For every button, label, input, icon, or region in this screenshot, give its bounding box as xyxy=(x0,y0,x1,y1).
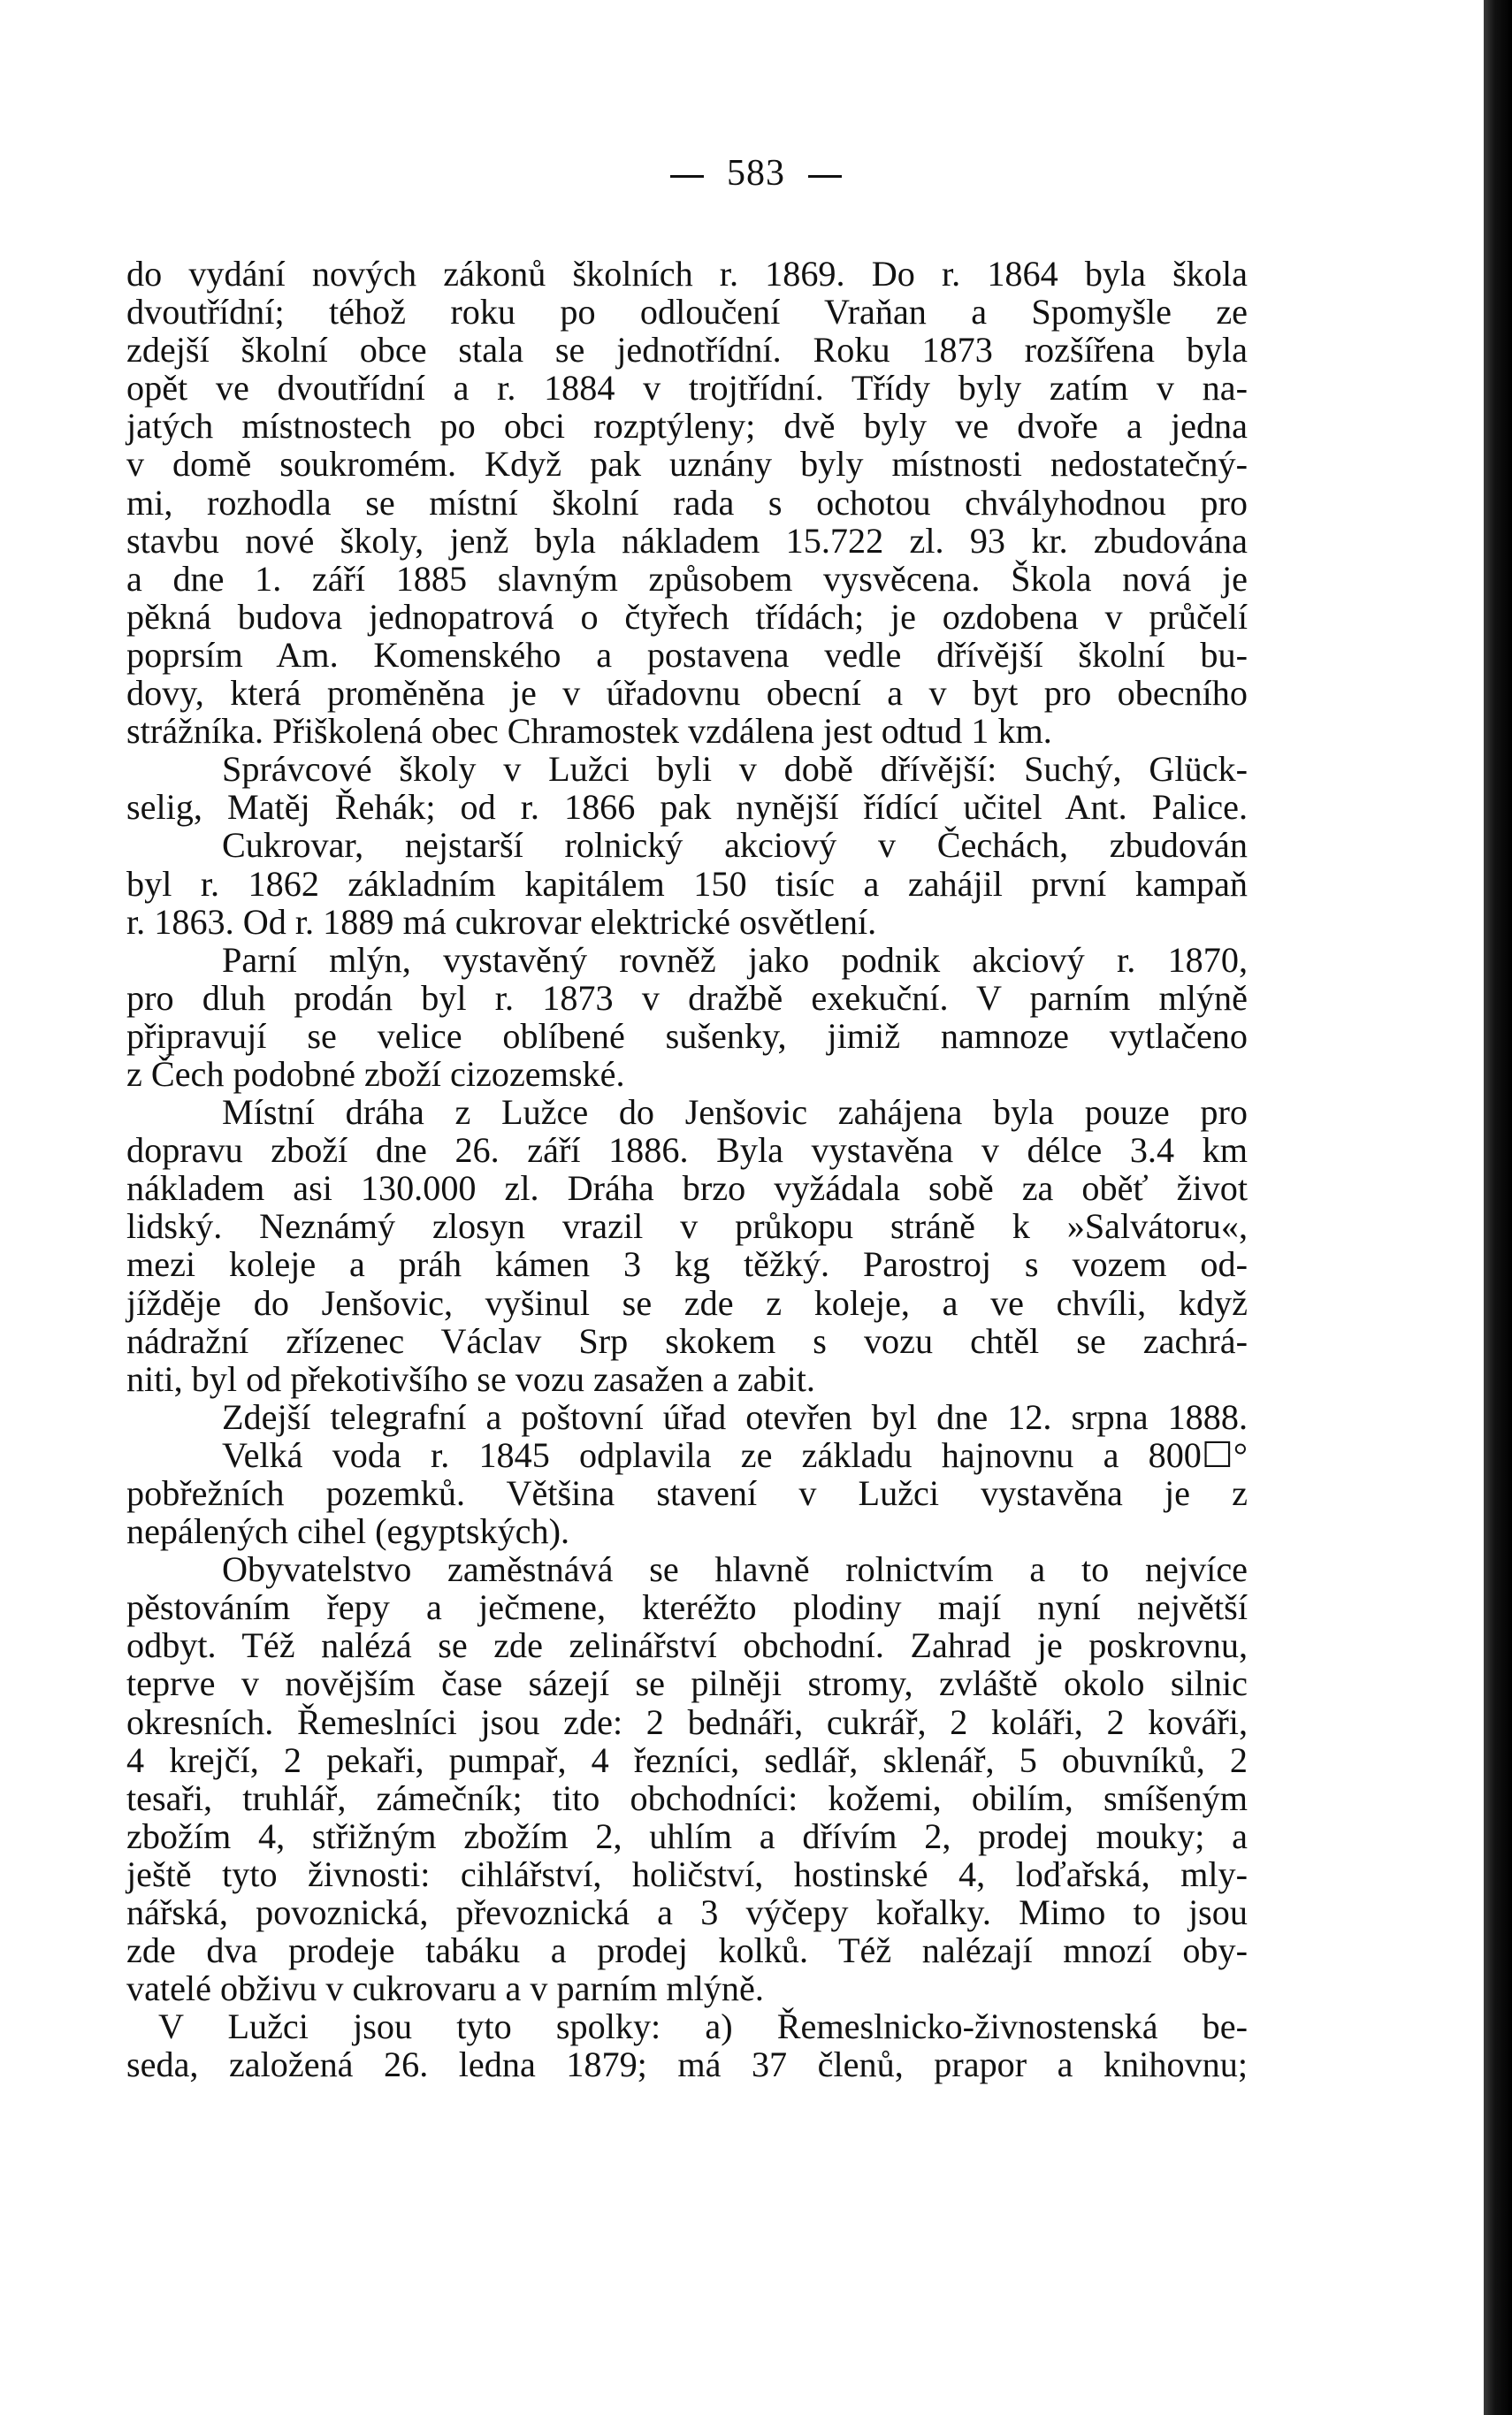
text-line: jatých místnostech po obci rozptýleny; dvě byly ve dvoře a jedna xyxy=(126,406,1248,447)
text-line: zbožím 4, střižným zbožím 2, uhlím a dřívím 2, prodej mouky; a xyxy=(126,1815,1248,1856)
text-line: vatelé obživu v cukrovaru a v parním mlýně. xyxy=(126,1968,764,2009)
text-line: byl r. 1862 základním kapitálem 150 tisíc a zahájil první kampaň xyxy=(126,863,1248,904)
text-line: zde dva prodeje tabáku a prodej kolků. Též nalézají mnozí oby- xyxy=(126,1930,1248,1971)
text-line: okresních. Řemeslníci jsou zde: 2 bednáři, cukrář, 2 koláři, 2 kováři, xyxy=(126,1701,1248,1742)
header-dash-right xyxy=(808,175,842,178)
text-line: pobřežních pozemků. Většina stavení v Lužci vystavěna je z xyxy=(126,1473,1248,1513)
text-line: teprve v novějším čase sázejí se pilněji stromy, zvláště okolo silnic xyxy=(126,1663,1248,1704)
text-line: ještě tyto živnosti: cihlářství, holičství, hostinské 4, loďařská, mly- xyxy=(126,1853,1248,1894)
text-line: lidský. Neznámý zlosyn vrazil v průkopu stráně k »Salvátoru«, xyxy=(126,1206,1248,1247)
text-line: Obyvatelstvo zaměstnává se hlavně rolnictvím a to nejvíce xyxy=(222,1549,1248,1590)
text-line: Zdejší telegrafní a poštovní úřad otevřen byl dne 12. srpna 1888. xyxy=(222,1396,1248,1437)
text-line: nepálených cihel (egyptských). xyxy=(126,1511,570,1552)
text-line: nářská, povoznická, převoznická a 3 výčepy kořalky. Mimo to jsou xyxy=(126,1892,1248,1933)
text-line: opět ve dvoutřídní a r. 1884 v trojtřídní. Třídy byly zatím v na- xyxy=(126,368,1248,409)
text-line: Místní dráha z Lužce do Jenšovic zahájena byla pouze pro xyxy=(222,1092,1248,1133)
text-line: r. 1863. Od r. 1889 má cukrovar elektrické osvětlení. xyxy=(126,901,877,942)
book-spine-edge xyxy=(1484,0,1512,2415)
text-line: stavbu nové školy, jenž byla nákladem 15.722 zl. 93 kr. zbudována xyxy=(126,520,1248,561)
text-line: niti, byl od překotivšího se vozu zasažen a zabit. xyxy=(126,1358,815,1399)
header-dash-left xyxy=(670,175,704,178)
text-line: dovy, která proměněna je v úřadovnu obecní a v byt pro obecního xyxy=(126,673,1248,714)
text-line: dopravu zboží dne 26. září 1886. Byla vystavěna v délce 3.4 km xyxy=(126,1130,1248,1171)
text-line: odbyt. Též nalézá se zde zelinářství obchodní. Zahrad je poskrovnu, xyxy=(126,1625,1248,1666)
text-line: poprsím Am. Komenského a postavena vedle dřívější školní bu- xyxy=(126,634,1248,675)
text-line: pro dluh prodán byl r. 1873 v dražbě exekuční. V parním mlýně xyxy=(126,977,1248,1018)
text-line: jížděje do Jenšovic, vyšinul se zde z koleje, a ve chvíli, když xyxy=(126,1282,1248,1323)
page-number: 583 xyxy=(727,153,785,194)
text-line: Velká voda r. 1845 odplavila ze základu hajnovnu a 800☐° xyxy=(222,1434,1248,1475)
text-line: strážníka. Přiškolená obec Chramostek vzdálena jest odtud 1 km. xyxy=(126,711,1052,752)
text-line: pěstováním řepy a ječmene, kteréžto plodiny mají nyní největší xyxy=(126,1587,1248,1628)
text-line: zdejší školní obce stala se jednotřídní. Roku 1873 rozšířena byla xyxy=(126,330,1248,371)
text-line: Správcové školy v Lužci byli v době dřívější: Suchý, Glück- xyxy=(222,749,1248,790)
text-line: selig, Matěj Řehák; od r. 1866 pak nynější řídící učitel Ant. Palice. xyxy=(126,787,1248,828)
text-line: z Čech podobné zboží cizozemské. xyxy=(126,1053,625,1094)
text-line: nádražní zřízenec Václav Srp skokem s vozu chtěl se zachrá- xyxy=(126,1320,1248,1361)
text-line: mezi koleje a práh kámen 3 kg těžký. Parostroj s vozem od- xyxy=(126,1244,1248,1285)
text-line: nákladem asi 130.000 zl. Dráha brzo vyžádala sobě za oběť život xyxy=(126,1168,1248,1209)
text-line: a dne 1. září 1885 slavným způsobem vysvěcena. Škola nová je xyxy=(126,558,1248,599)
text-line: dvoutřídní; téhož roku po odloučení Vraňan a Spomyšle ze xyxy=(126,292,1248,332)
text-line: tesaři, truhlář, zámečník; tito obchodníci: kožemi, obilím, smíšeným xyxy=(126,1777,1248,1818)
text-line: pěkná budova jednopatrová o čtyřech třídách; je ozdobena v průčelí xyxy=(126,596,1248,637)
text-line: V Lužci jsou tyto spolky: a) Řemeslnicko-živnostenská be- xyxy=(158,2006,1248,2047)
text-line: v domě soukromém. Když pak uznány byly místnosti nedostatečný- xyxy=(126,444,1248,485)
page-header xyxy=(0,152,1512,195)
text-line: Parní mlýn, vystavěný rovněž jako podnik akciový r. 1870, xyxy=(222,939,1248,980)
text-line: 4 krejčí, 2 pekaři, pumpař, 4 řezníci, sedlář, sklenář, 5 obuvníků, 2 xyxy=(126,1739,1248,1780)
text-line: mi, rozhodla se místní školní rada s ochotou chvályhodnou pro xyxy=(126,482,1248,523)
text-line: připravují se velice oblíbené sušenky, jimiž namnoze vytlačeno xyxy=(126,1015,1248,1056)
text-line: Cukrovar, nejstarší rolnický akciový v Čechách, zbudován xyxy=(222,825,1248,866)
body-text xyxy=(126,255,1248,2084)
text-line: seda, založená 26. ledna 1879; má 37 členů, prapor a knihovnu; xyxy=(126,2044,1248,2085)
text-line: do vydání nových zákonů školních r. 1869. Do r. 1864 byla škola xyxy=(126,254,1248,294)
